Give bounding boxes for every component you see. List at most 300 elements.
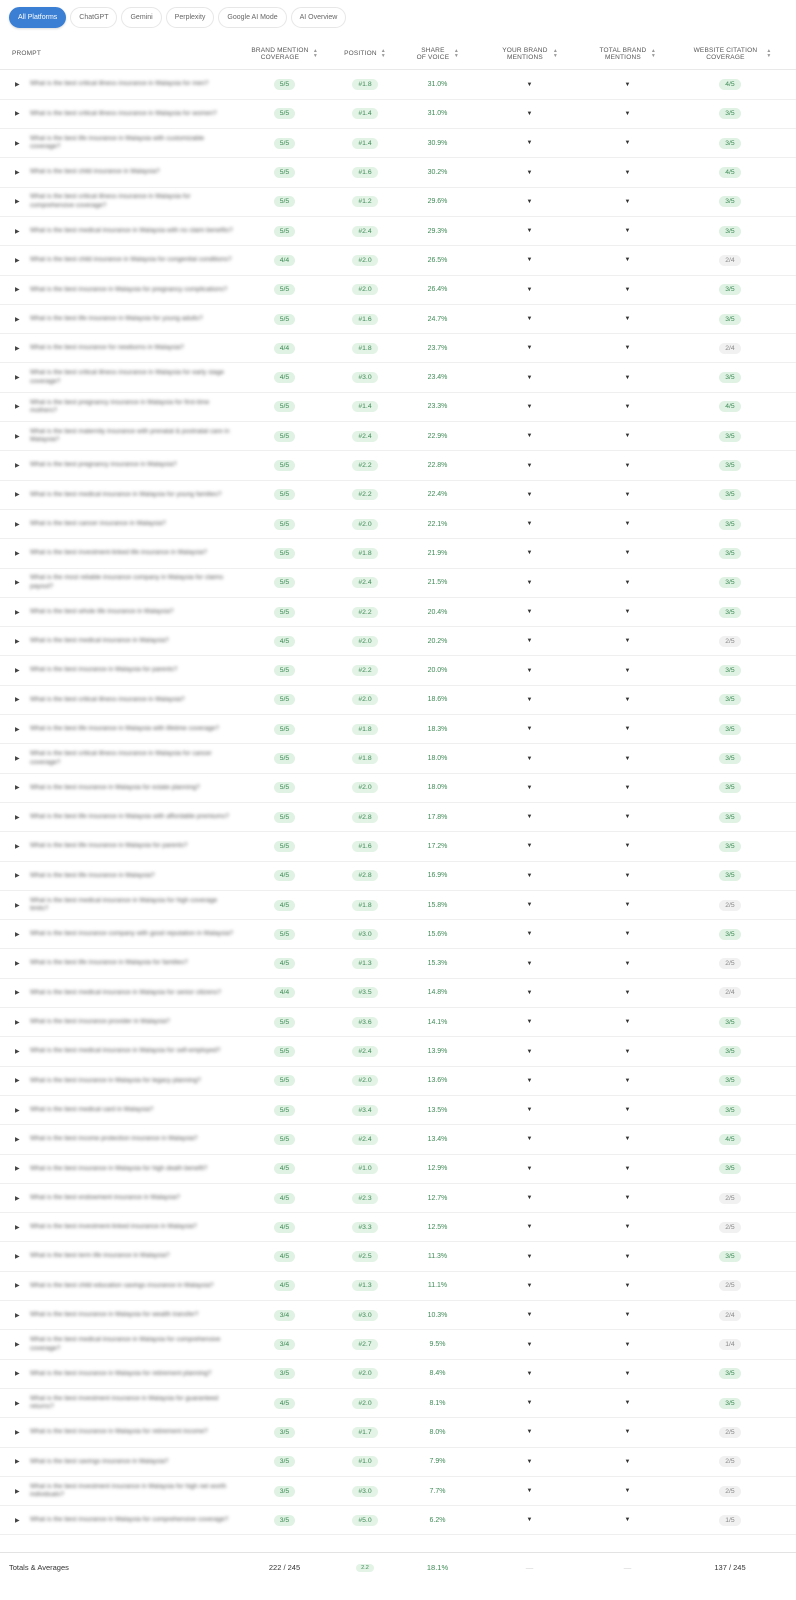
caret-down-icon[interactable]: ▼: [624, 345, 631, 352]
website-citation-coverage-pill: 3/5: [719, 665, 740, 676]
expand-row-icon[interactable]: ▶: [15, 463, 20, 470]
website-citation-coverage-cell: [680, 862, 780, 890]
share-of-voice-value: 23.3%: [427, 403, 448, 411]
caret-down-icon[interactable]: ▼: [526, 1253, 533, 1260]
expand-row-icon[interactable]: ▶: [15, 1224, 20, 1231]
website-citation-coverage-cell: [680, 1272, 780, 1300]
caret-down-icon[interactable]: ▼: [526, 374, 533, 381]
caret-down-icon[interactable]: ▼: [526, 521, 533, 528]
brand-mention-coverage-pill: 3/4: [274, 1339, 295, 1350]
brand-mention-coverage-pill: 3/5: [274, 1427, 295, 1438]
caret-down-icon[interactable]: ▼: [624, 784, 631, 791]
expand-row-icon[interactable]: ▶: [15, 257, 20, 264]
table-row[interactable]: [0, 246, 796, 275]
caret-down-icon[interactable]: ▼: [526, 198, 533, 205]
share-of-voice-value: 15.6%: [427, 930, 448, 938]
brand-mention-coverage-pill: 5/5: [274, 1134, 295, 1145]
caret-down-icon[interactable]: ▼: [624, 1400, 631, 1407]
table-row[interactable]: [0, 188, 796, 217]
expand-row-icon[interactable]: ▶: [15, 1107, 20, 1114]
caret-down-icon[interactable]: ▼: [624, 1077, 631, 1084]
tab-gemini[interactable]: Gemini: [121, 7, 161, 28]
caret-down-icon[interactable]: ▼: [526, 989, 533, 996]
caret-down-icon[interactable]: ▼: [624, 1165, 631, 1172]
expand-row-icon[interactable]: ▶: [15, 1078, 20, 1085]
expand-row-icon[interactable]: ▶: [15, 697, 20, 704]
caret-down-icon[interactable]: ▼: [526, 931, 533, 938]
table-row[interactable]: [0, 627, 796, 656]
table-row[interactable]: [0, 1330, 796, 1359]
caret-down-icon[interactable]: ▼: [526, 872, 533, 879]
brand-mention-coverage-cell: [242, 1330, 327, 1358]
table-row[interactable]: [0, 1096, 796, 1125]
share-of-voice-value: 22.4%: [427, 491, 448, 499]
position-pill: #1.4: [352, 401, 377, 412]
caret-down-icon[interactable]: ▼: [624, 755, 631, 762]
caret-down-icon[interactable]: ▼: [526, 1048, 533, 1055]
table-row[interactable]: [0, 832, 796, 861]
expand-row-icon[interactable]: ▶: [15, 82, 20, 89]
position-cell: [330, 1360, 400, 1388]
share-of-voice-value: 18.0%: [427, 755, 448, 763]
brand-mention-coverage-pill: 5/5: [274, 548, 295, 559]
prompt-text: What is the best term life insurance in Malaysia?: [30, 1252, 170, 1260]
table-row[interactable]: [0, 979, 796, 1008]
caret-down-icon[interactable]: ▼: [526, 169, 533, 176]
table-row[interactable]: [0, 393, 796, 422]
table-row[interactable]: [0, 598, 796, 627]
average-position: [330, 1553, 400, 1582]
caret-down-icon[interactable]: ▼: [526, 960, 533, 967]
caret-down-icon[interactable]: ▼: [624, 1224, 631, 1231]
caret-down-icon[interactable]: ▼: [526, 696, 533, 703]
caret-down-icon[interactable]: ▼: [624, 403, 631, 410]
caret-down-icon[interactable]: ▼: [526, 110, 533, 117]
table-row[interactable]: [0, 862, 796, 891]
table-row[interactable]: [0, 774, 796, 803]
expand-row-icon[interactable]: ▶: [15, 228, 20, 235]
caret-down-icon[interactable]: ▼: [526, 81, 533, 88]
caret-down-icon[interactable]: ▼: [526, 843, 533, 850]
caret-down-icon[interactable]: ▼: [624, 1282, 631, 1289]
position-cell: [330, 129, 400, 157]
table-row[interactable]: [0, 100, 796, 129]
expand-row-icon[interactable]: ▶: [15, 785, 20, 792]
caret-down-icon[interactable]: ▼: [624, 1517, 631, 1524]
position-pill: #2.4: [352, 1046, 377, 1057]
caret-down-icon[interactable]: ▼: [624, 1019, 631, 1026]
expand-row-icon[interactable]: ▶: [15, 404, 20, 411]
caret-down-icon[interactable]: ▼: [526, 1224, 533, 1231]
caret-down-icon[interactable]: ▼: [526, 902, 533, 909]
table-row[interactable]: [0, 334, 796, 363]
table-row[interactable]: [0, 276, 796, 305]
expand-row-icon[interactable]: ▶: [15, 961, 20, 968]
website-citation-coverage-pill: 3/5: [719, 284, 740, 295]
brand-mention-coverage-pill: 5/5: [274, 138, 295, 149]
caret-down-icon[interactable]: ▼: [624, 433, 631, 440]
position-cell: [330, 1506, 400, 1534]
prompt-text: What is the best endowment insurance in Malaysia?: [30, 1193, 180, 1201]
table-row[interactable]: [0, 217, 796, 246]
caret-down-icon[interactable]: ▼: [526, 1019, 533, 1026]
position-pill: #2.0: [352, 1368, 377, 1379]
caret-down-icon[interactable]: ▼: [624, 872, 631, 879]
caret-down-icon[interactable]: ▼: [526, 286, 533, 293]
caret-down-icon[interactable]: ▼: [526, 1077, 533, 1084]
caret-down-icon[interactable]: ▼: [624, 902, 631, 909]
share-of-voice-value: 30.2%: [427, 169, 448, 177]
caret-down-icon[interactable]: ▼: [526, 1429, 533, 1436]
expand-row-icon[interactable]: ▶: [15, 433, 20, 440]
position-pill: #2.4: [352, 577, 377, 588]
position-pill: #1.4: [352, 108, 377, 119]
caret-down-icon[interactable]: ▼: [624, 550, 631, 557]
table-footer: [0, 1552, 796, 1582]
expand-row-icon[interactable]: ▶: [15, 1312, 20, 1319]
position-pill: #2.0: [352, 1398, 377, 1409]
caret-down-icon[interactable]: ▼: [526, 228, 533, 235]
table-row[interactable]: [0, 1213, 796, 1242]
website-citation-coverage-pill: 3/5: [719, 519, 740, 530]
website-citation-coverage-cell: [680, 1389, 780, 1417]
caret-down-icon[interactable]: ▼: [624, 286, 631, 293]
expand-row-icon[interactable]: ▶: [15, 609, 20, 616]
caret-down-icon[interactable]: ▼: [526, 1488, 533, 1495]
caret-down-icon[interactable]: ▼: [526, 1312, 533, 1319]
prompt-text: What is the best investment insurance in Malaysia for guaranteed returns?: [30, 1394, 219, 1411]
expand-row-icon[interactable]: ▶: [15, 375, 20, 382]
position-cell: [330, 627, 400, 655]
share-of-voice-value: 10.3%: [427, 1311, 448, 1319]
tab-chatgpt[interactable]: ChatGPT: [70, 7, 117, 28]
expand-row-icon[interactable]: ▶: [15, 492, 20, 499]
caret-down-icon[interactable]: ▼: [526, 1136, 533, 1143]
caret-down-icon[interactable]: ▼: [526, 140, 533, 147]
caret-down-icon[interactable]: ▼: [624, 1488, 631, 1495]
caret-down-icon[interactable]: ▼: [624, 140, 631, 147]
website-citation-coverage-cell: [680, 422, 780, 450]
caret-down-icon[interactable]: ▼: [624, 1107, 631, 1114]
table-row[interactable]: [0, 129, 796, 158]
caret-down-icon[interactable]: ▼: [526, 1400, 533, 1407]
caret-down-icon[interactable]: ▼: [624, 667, 631, 674]
table-row[interactable]: [0, 1448, 796, 1477]
caret-down-icon[interactable]: ▼: [526, 550, 533, 557]
caret-down-icon[interactable]: ▼: [624, 1048, 631, 1055]
caret-down-icon[interactable]: ▼: [526, 491, 533, 498]
table-row[interactable]: [0, 744, 796, 773]
table-row[interactable]: [0, 950, 796, 979]
caret-down-icon[interactable]: ▼: [526, 814, 533, 821]
caret-down-icon[interactable]: ▼: [526, 726, 533, 733]
table-row[interactable]: [0, 569, 796, 598]
header-total-brand-mentions[interactable]: [585, 38, 670, 70]
caret-down-icon[interactable]: ▼: [526, 609, 533, 616]
caret-down-icon[interactable]: ▼: [526, 1517, 533, 1524]
expand-row-icon[interactable]: ▶: [15, 902, 20, 909]
website-citation-coverage-pill: 3/5: [719, 694, 740, 705]
position-pill: #1.6: [352, 167, 377, 178]
caret-down-icon[interactable]: ▼: [526, 1165, 533, 1172]
expand-row-icon[interactable]: ▶: [15, 1049, 20, 1056]
header-position[interactable]: [330, 38, 400, 70]
share-of-voice-value: 30.9%: [427, 139, 448, 147]
expand-row-icon[interactable]: ▶: [15, 1342, 20, 1349]
table-row[interactable]: [0, 891, 796, 920]
caret-down-icon[interactable]: ▼: [624, 1370, 631, 1377]
website-citation-coverage-cell: [680, 950, 780, 978]
expand-row-icon[interactable]: ▶: [15, 1254, 20, 1261]
brand-mention-coverage-pill: 5/5: [274, 196, 295, 207]
expand-row-icon[interactable]: ▶: [15, 668, 20, 675]
position-cell: [330, 276, 400, 304]
share-of-voice-value: 22.1%: [427, 520, 448, 528]
table-row[interactable]: [0, 158, 796, 187]
caret-down-icon[interactable]: ▼: [624, 198, 631, 205]
position-pill: #3.0: [352, 1486, 377, 1497]
caret-down-icon[interactable]: ▼: [624, 110, 631, 117]
table-row[interactable]: [0, 1243, 796, 1272]
caret-down-icon[interactable]: ▼: [624, 1195, 631, 1202]
position-cell: [330, 920, 400, 948]
caret-down-icon[interactable]: ▼: [624, 989, 631, 996]
prompt-text: What is the best child insurance in Malaysia?: [30, 168, 160, 176]
expand-row-icon[interactable]: ▶: [15, 814, 20, 821]
expand-row-icon[interactable]: ▶: [15, 843, 20, 850]
brand-mention-coverage-pill: 5/5: [274, 607, 295, 618]
header-tbm-label: TOTAL BRAND MENTIONS: [599, 46, 647, 61]
caret-down-icon[interactable]: ▼: [526, 257, 533, 264]
brand-mention-coverage-cell: [242, 891, 327, 919]
share-of-voice-value: 20.0%: [427, 667, 448, 675]
caret-down-icon[interactable]: ▼: [624, 609, 631, 616]
table-row[interactable]: [0, 1272, 796, 1301]
expand-row-icon[interactable]: ▶: [15, 726, 20, 733]
caret-down-icon[interactable]: ▼: [526, 1341, 533, 1348]
table-row[interactable]: [0, 803, 796, 832]
website-citation-coverage-cell: [680, 598, 780, 626]
header-prompt[interactable]: [12, 38, 72, 70]
caret-down-icon[interactable]: ▼: [526, 462, 533, 469]
website-citation-coverage-pill: 3/5: [719, 1368, 740, 1379]
expand-row-icon[interactable]: ▶: [15, 345, 20, 352]
caret-down-icon[interactable]: ▼: [624, 521, 631, 528]
caret-down-icon[interactable]: ▼: [624, 1136, 631, 1143]
expand-row-icon[interactable]: ▶: [15, 1400, 20, 1407]
table-row[interactable]: [0, 305, 796, 334]
caret-down-icon[interactable]: ▼: [624, 316, 631, 323]
share-of-voice-value: 12.7%: [427, 1194, 448, 1202]
table-row[interactable]: [0, 422, 796, 451]
caret-down-icon[interactable]: ▼: [624, 696, 631, 703]
position-pill: #1.8: [352, 79, 377, 90]
caret-down-icon[interactable]: ▼: [526, 1107, 533, 1114]
expand-row-icon[interactable]: ▶: [15, 931, 20, 938]
header-website-citation-coverage[interactable]: [680, 38, 780, 70]
brand-mention-coverage-pill: 5/5: [274, 782, 295, 793]
caret-down-icon[interactable]: ▼: [526, 667, 533, 674]
prompt-text: What is the best whole life insurance in Malaysia?: [30, 607, 174, 615]
caret-down-icon[interactable]: ▼: [526, 638, 533, 645]
expand-row-icon[interactable]: ▶: [15, 1429, 20, 1436]
table-row[interactable]: [0, 510, 796, 539]
table-row[interactable]: [0, 1418, 796, 1447]
expand-row-icon[interactable]: ▶: [15, 1136, 20, 1143]
website-citation-coverage-cell: [680, 1037, 780, 1065]
table-row[interactable]: [0, 1477, 796, 1506]
table-row[interactable]: [0, 1155, 796, 1184]
caret-down-icon[interactable]: ▼: [624, 931, 631, 938]
table-row[interactable]: [0, 1184, 796, 1213]
header-share-of-voice[interactable]: [405, 38, 470, 70]
table-row[interactable]: [0, 1389, 796, 1418]
website-citation-coverage-cell: [680, 803, 780, 831]
website-citation-coverage-pill: 3/5: [719, 431, 740, 442]
position-pill: #1.3: [352, 1280, 377, 1291]
platform-tabs: [9, 6, 346, 28]
table-row[interactable]: [0, 364, 796, 393]
website-citation-coverage-pill: 4/5: [719, 401, 740, 412]
table-row[interactable]: [0, 1506, 796, 1535]
caret-down-icon[interactable]: ▼: [624, 462, 631, 469]
tab-google-ai-mode[interactable]: Google AI Mode: [218, 7, 286, 28]
table-row[interactable]: [0, 1360, 796, 1389]
position-pill: #2.2: [352, 665, 377, 676]
expand-row-icon[interactable]: ▶: [15, 521, 20, 528]
caret-down-icon[interactable]: ▼: [526, 1370, 533, 1377]
expand-row-icon[interactable]: ▶: [15, 1371, 20, 1378]
caret-down-icon[interactable]: ▼: [526, 1195, 533, 1202]
table-row[interactable]: [0, 71, 796, 100]
caret-down-icon[interactable]: ▼: [624, 491, 631, 498]
table-row[interactable]: [0, 657, 796, 686]
website-citation-coverage-pill: 3/5: [719, 489, 740, 500]
caret-down-icon[interactable]: ▼: [526, 316, 533, 323]
brand-mention-coverage-pill: 4/5: [274, 1280, 295, 1291]
prompt-text: What is the best life insurance in Malaysia with lifetime coverage?: [30, 725, 219, 733]
position-cell: [330, 657, 400, 685]
caret-down-icon[interactable]: ▼: [526, 403, 533, 410]
brand-mention-coverage-pill: 5/5: [274, 226, 295, 237]
header-brand-mention-coverage[interactable]: [242, 38, 327, 70]
table-row[interactable]: [0, 539, 796, 568]
caret-down-icon[interactable]: ▼: [624, 228, 631, 235]
website-citation-coverage-cell: [680, 188, 780, 216]
expand-row-icon[interactable]: ▶: [15, 199, 20, 206]
brand-mention-coverage-cell: [242, 657, 327, 685]
expand-row-icon[interactable]: ▶: [15, 1517, 20, 1524]
caret-down-icon[interactable]: ▼: [624, 169, 631, 176]
expand-row-icon[interactable]: ▶: [15, 1195, 20, 1202]
expand-row-icon[interactable]: ▶: [15, 756, 20, 763]
caret-down-icon[interactable]: ▼: [624, 1429, 631, 1436]
table-row[interactable]: [0, 715, 796, 744]
caret-down-icon[interactable]: ▼: [624, 257, 631, 264]
caret-down-icon[interactable]: ▼: [624, 638, 631, 645]
table-row[interactable]: [0, 1301, 796, 1330]
expand-row-icon[interactable]: ▶: [15, 580, 20, 587]
expand-row-icon[interactable]: ▶: [15, 550, 20, 557]
table-row[interactable]: [0, 1008, 796, 1037]
website-citation-coverage-pill: 2/4: [719, 343, 740, 354]
expand-row-icon[interactable]: ▶: [15, 638, 20, 645]
position-pill: #2.2: [352, 460, 377, 471]
expand-row-icon[interactable]: ▶: [15, 990, 20, 997]
share-of-voice-value: 29.6%: [427, 198, 448, 206]
caret-down-icon[interactable]: ▼: [624, 1253, 631, 1260]
website-citation-coverage-pill: 3/5: [719, 577, 740, 588]
table-row[interactable]: [0, 451, 796, 480]
caret-down-icon[interactable]: ▼: [624, 374, 631, 381]
position-pill: #1.0: [352, 1163, 377, 1174]
expand-row-icon[interactable]: ▶: [15, 111, 20, 118]
table-row[interactable]: [0, 1037, 796, 1066]
caret-down-icon[interactable]: ▼: [624, 726, 631, 733]
table-row[interactable]: [0, 1067, 796, 1096]
caret-down-icon[interactable]: ▼: [526, 755, 533, 762]
caret-down-icon[interactable]: ▼: [526, 345, 533, 352]
expand-row-icon[interactable]: ▶: [15, 1019, 20, 1026]
table-row[interactable]: [0, 920, 796, 949]
expand-row-icon[interactable]: ▶: [15, 170, 20, 177]
caret-down-icon[interactable]: ▼: [624, 579, 631, 586]
prompt-text: What is the best investment insurance in Malaysia for high net worth individuals?: [30, 1482, 227, 1499]
brand-mention-coverage-pill: 5/5: [274, 577, 295, 588]
brand-mention-coverage-cell: [242, 1243, 327, 1271]
caret-down-icon[interactable]: ▼: [624, 1312, 631, 1319]
header-your-brand-mentions[interactable]: [487, 38, 572, 70]
expand-row-icon[interactable]: ▶: [15, 1488, 20, 1495]
caret-down-icon[interactable]: ▼: [624, 960, 631, 967]
caret-down-icon[interactable]: ▼: [624, 1458, 631, 1465]
table-row[interactable]: [0, 686, 796, 715]
share-of-voice-value: 16.9%: [427, 872, 448, 880]
header-position-label: POSITION: [344, 50, 377, 58]
tab-all-platforms[interactable]: All Platforms: [9, 7, 66, 28]
share-of-voice-value: 17.8%: [427, 813, 448, 821]
caret-down-icon[interactable]: ▼: [526, 579, 533, 586]
position-cell: [330, 1272, 400, 1300]
position-cell: [330, 422, 400, 450]
expand-row-icon[interactable]: ▶: [15, 873, 20, 880]
caret-down-icon[interactable]: ▼: [526, 1282, 533, 1289]
sort-icon: ▲ ▼: [552, 48, 559, 59]
expand-row-icon[interactable]: ▶: [15, 287, 20, 294]
prompt-text: What is the best insurance in Malaysia for high death benefit?: [30, 1164, 208, 1172]
table-row[interactable]: [0, 1125, 796, 1154]
caret-down-icon[interactable]: ▼: [526, 784, 533, 791]
expand-row-icon[interactable]: ▶: [15, 1459, 20, 1466]
caret-down-icon[interactable]: ▼: [624, 814, 631, 821]
caret-down-icon[interactable]: ▼: [624, 81, 631, 88]
expand-row-icon[interactable]: ▶: [15, 316, 20, 323]
brand-mention-coverage-pill: 5/5: [274, 314, 295, 325]
expand-row-icon[interactable]: ▶: [15, 1166, 20, 1173]
expand-row-icon[interactable]: ▶: [15, 1283, 20, 1290]
tab-ai-overview[interactable]: AI Overview: [291, 7, 347, 28]
caret-down-icon[interactable]: ▼: [624, 843, 631, 850]
caret-down-icon[interactable]: ▼: [526, 1458, 533, 1465]
brand-mention-coverage-cell: [242, 715, 327, 743]
website-citation-coverage-cell: [680, 627, 780, 655]
brand-mention-coverage-pill: 4/5: [274, 636, 295, 647]
caret-down-icon[interactable]: ▼: [624, 1341, 631, 1348]
caret-down-icon[interactable]: ▼: [526, 433, 533, 440]
expand-row-icon[interactable]: ▶: [15, 140, 20, 147]
tab-perplexity[interactable]: Perplexity: [166, 7, 215, 28]
table-row[interactable]: [0, 481, 796, 510]
